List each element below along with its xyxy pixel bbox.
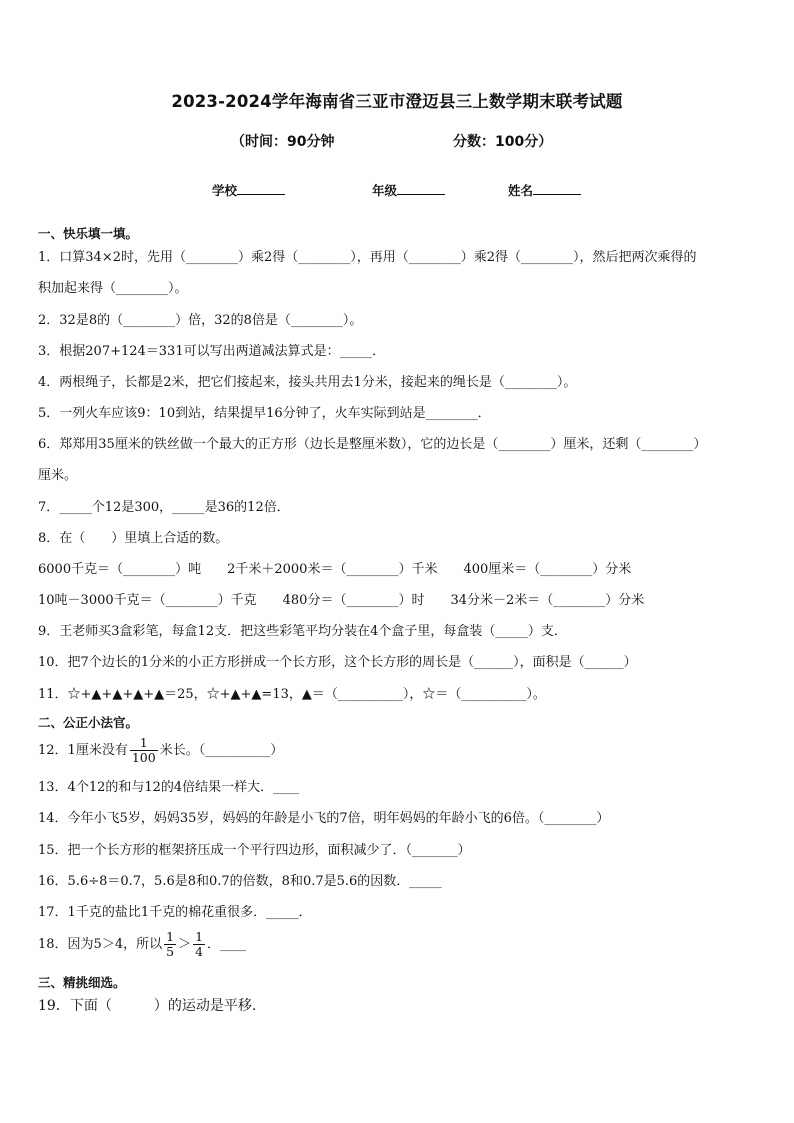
question-8: 8．在（ ）里填上合适的数。 xyxy=(38,531,229,546)
question-1-line-2: 积加起来得（________）。 xyxy=(38,281,188,296)
question-2: 2．32是8的（________）倍，32的8倍是（________）。 xyxy=(38,313,363,328)
section-3-heading: 三、精挑细选。 xyxy=(38,975,126,990)
grade-label: 年级 xyxy=(372,183,398,198)
question-6-line-1: 6．郑郑用35厘米的铁丝做一个最大的正方形（边长是整厘米数），它的边长是（________）厘米，还剩（________） xyxy=(38,437,707,452)
question-15: 15．把一个长方形的框架挤压成一个平行四边形，面积减少了．（_______） xyxy=(38,843,471,858)
name-field[interactable] xyxy=(508,181,581,199)
score-label: 分数：100分） xyxy=(453,134,553,150)
question-18-fraction-2 xyxy=(193,930,205,959)
question-5: 5．一列火车应该9：10到站，结果提早16分钟了，火车实际到站是________． xyxy=(38,406,491,421)
fraction-denominator: 4 xyxy=(195,944,204,959)
question-6-line-2: 厘米。 xyxy=(38,468,78,483)
fraction-denominator: 100 xyxy=(131,750,156,765)
question-16: 16．5.6÷8＝0.7，5.6是8和0.7的倍数，8和0.7是5.6的因数．_____ xyxy=(38,874,442,889)
question-9: 9．王老师买3盒彩笔，每盒12支．把这些彩笔平均分装在4个盒子里，每盒装（_____）支． xyxy=(38,624,567,639)
question-12-fraction xyxy=(130,736,158,765)
question-18-suffix: ．____ xyxy=(207,937,247,952)
school-label: 学校 xyxy=(212,183,238,198)
question-4: 4．两根绳子，长都是2米，把它们接起来，接头共用去1分米，接起来的绳长是（________）。 xyxy=(38,375,577,390)
question-17: 17．1千克的盐比1千克的棉花重很多．_____． xyxy=(38,905,312,920)
section-1-heading: 一、快乐填一填。 xyxy=(38,226,139,241)
question-3: 3．根据207+124＝331可以写出两道减法算式是：_____． xyxy=(38,344,386,359)
question-7: 7．_____个12是300，_____是36的12倍． xyxy=(38,500,290,515)
grade-field[interactable] xyxy=(372,181,445,199)
question-14: 14．今年小飞5岁，妈妈35岁，妈妈的年龄是小飞的7倍，明年妈妈的年龄小飞的6倍。（________） xyxy=(38,811,610,826)
question-12-suffix: 米长。（__________） xyxy=(159,743,284,758)
page-title: 2023-2024学年海南省三亚市澄迈县三上数学期末联考试题 xyxy=(171,92,623,111)
question-10: 10．把7个边长的1分米的小正方形拼成一个长方形，这个长方形的周长是（______），面积是（______） xyxy=(38,655,637,670)
fraction-numerator: 1 xyxy=(166,929,175,944)
fraction-numerator: 1 xyxy=(195,929,204,944)
name-label: 姓名 xyxy=(508,183,534,198)
school-blank[interactable] xyxy=(237,182,285,195)
name-blank[interactable] xyxy=(533,182,581,195)
question-12-prefix: 12．1厘米没有 xyxy=(38,743,128,758)
fraction-denominator: 5 xyxy=(166,944,175,959)
question-8-row-2: 10吨－3000千克＝（________）千克 480分＝（________）时 34分米－2米＝（________）分米 xyxy=(38,593,645,608)
greater-than-sign: ＞ xyxy=(178,937,192,952)
question-8-row-1: 6000千克＝（________）吨 2千米＋2000米＝（________）千米 400厘米＝（________）分米 xyxy=(38,562,632,577)
question-11: 11．☆+▲+▲+▲+▲＝25，☆+▲+▲=13，▲＝（__________），☆＝（__________）。 xyxy=(38,687,546,702)
question-19: 19．下面（ ）的运动是平移. xyxy=(38,998,257,1014)
question-12 xyxy=(38,736,283,765)
question-18 xyxy=(38,930,246,959)
question-13: 13．4个12的和与12的4倍结果一样大．____ xyxy=(38,780,300,795)
question-18-fraction-1 xyxy=(164,930,176,959)
grade-blank[interactable] xyxy=(397,182,445,195)
time-label: （时间：90分钟 xyxy=(231,134,335,150)
section-2-heading: 二、公正小法官。 xyxy=(38,715,139,730)
fraction-numerator: 1 xyxy=(130,736,158,751)
question-1-line-1: 1．口算34×2时，先用（________）乘2得（________），再用（________）乘2得（________），然后把两次乘得的 xyxy=(38,250,697,265)
school-field[interactable] xyxy=(212,181,285,199)
question-18-prefix: 18．因为5＞4，所以 xyxy=(38,937,163,952)
